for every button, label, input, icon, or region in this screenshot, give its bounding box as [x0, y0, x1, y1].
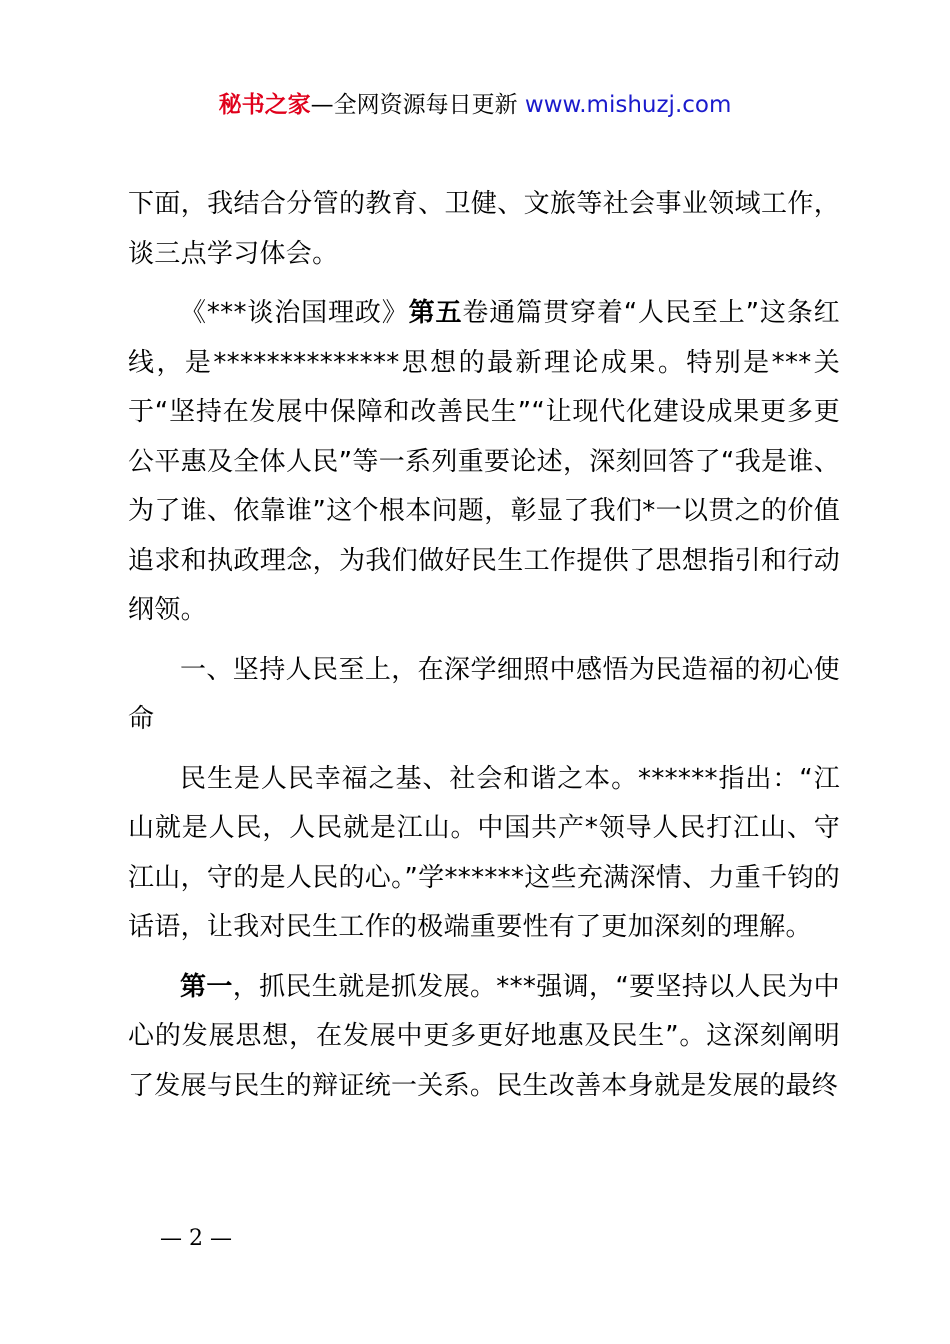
site-brand: 秘书之家: [218, 92, 311, 118]
volume-number: 第五: [408, 298, 463, 328]
point-lead: 第一: [180, 971, 233, 1002]
section-heading-1: 一、坚持人民至上，在深学细照中感悟为民造福的初心使命: [128, 654, 840, 734]
page-number: — 2 —: [160, 1226, 232, 1251]
paragraph-book: [128, 289, 840, 636]
site-header: [0, 88, 950, 122]
site-slogan: —全网资源每日更新: [310, 92, 525, 118]
paragraph-intro: 下面，我结合分管的教育、卫健、文旅等社会事业领域工作，谈三点学习体会。: [128, 189, 840, 269]
paragraph-book-text: 卷通篇贯穿着“人民至上”这条红线，是**************思想的最新理论成果。特别是***关于“坚持在发展中保障和改善民生”“让现代化建设成果更多更公平惠及全体人民”等一系列重要论述，深刻回答了“我是谁、为了谁、依靠谁”这个根本问题，彰显了我们*一以贯之的价值追求和执政理念，为我们做好民生工作提供了思想指引和行动纲领。: [128, 298, 840, 625]
site-url-link[interactable]: www.mishuzj.com: [524, 92, 732, 118]
point-text: ，抓民生就是抓发展。***强调，“要坚持以人民为中心的发展思想，在发展中更多更好地惠及民生”。这深刻阐明了发展与民生的辩证统一关系。民生改善本身就是发展的最终: [128, 971, 840, 1101]
document-body: [128, 180, 840, 1121]
paragraph-livelihood: 民生是人民幸福之基、社会和谐之本。******指出：“江山就是人民，人民就是江山。中国共产*领导人民打江山、守江山，守的是人民的心。”学******这些充满深情、力重千钧的话语，让我对民生工作的极端重要性有了更加深刻的理解。: [128, 763, 840, 942]
paragraph-first-point: [128, 963, 840, 1112]
book-title: 《***谈治国理政》: [180, 298, 409, 328]
